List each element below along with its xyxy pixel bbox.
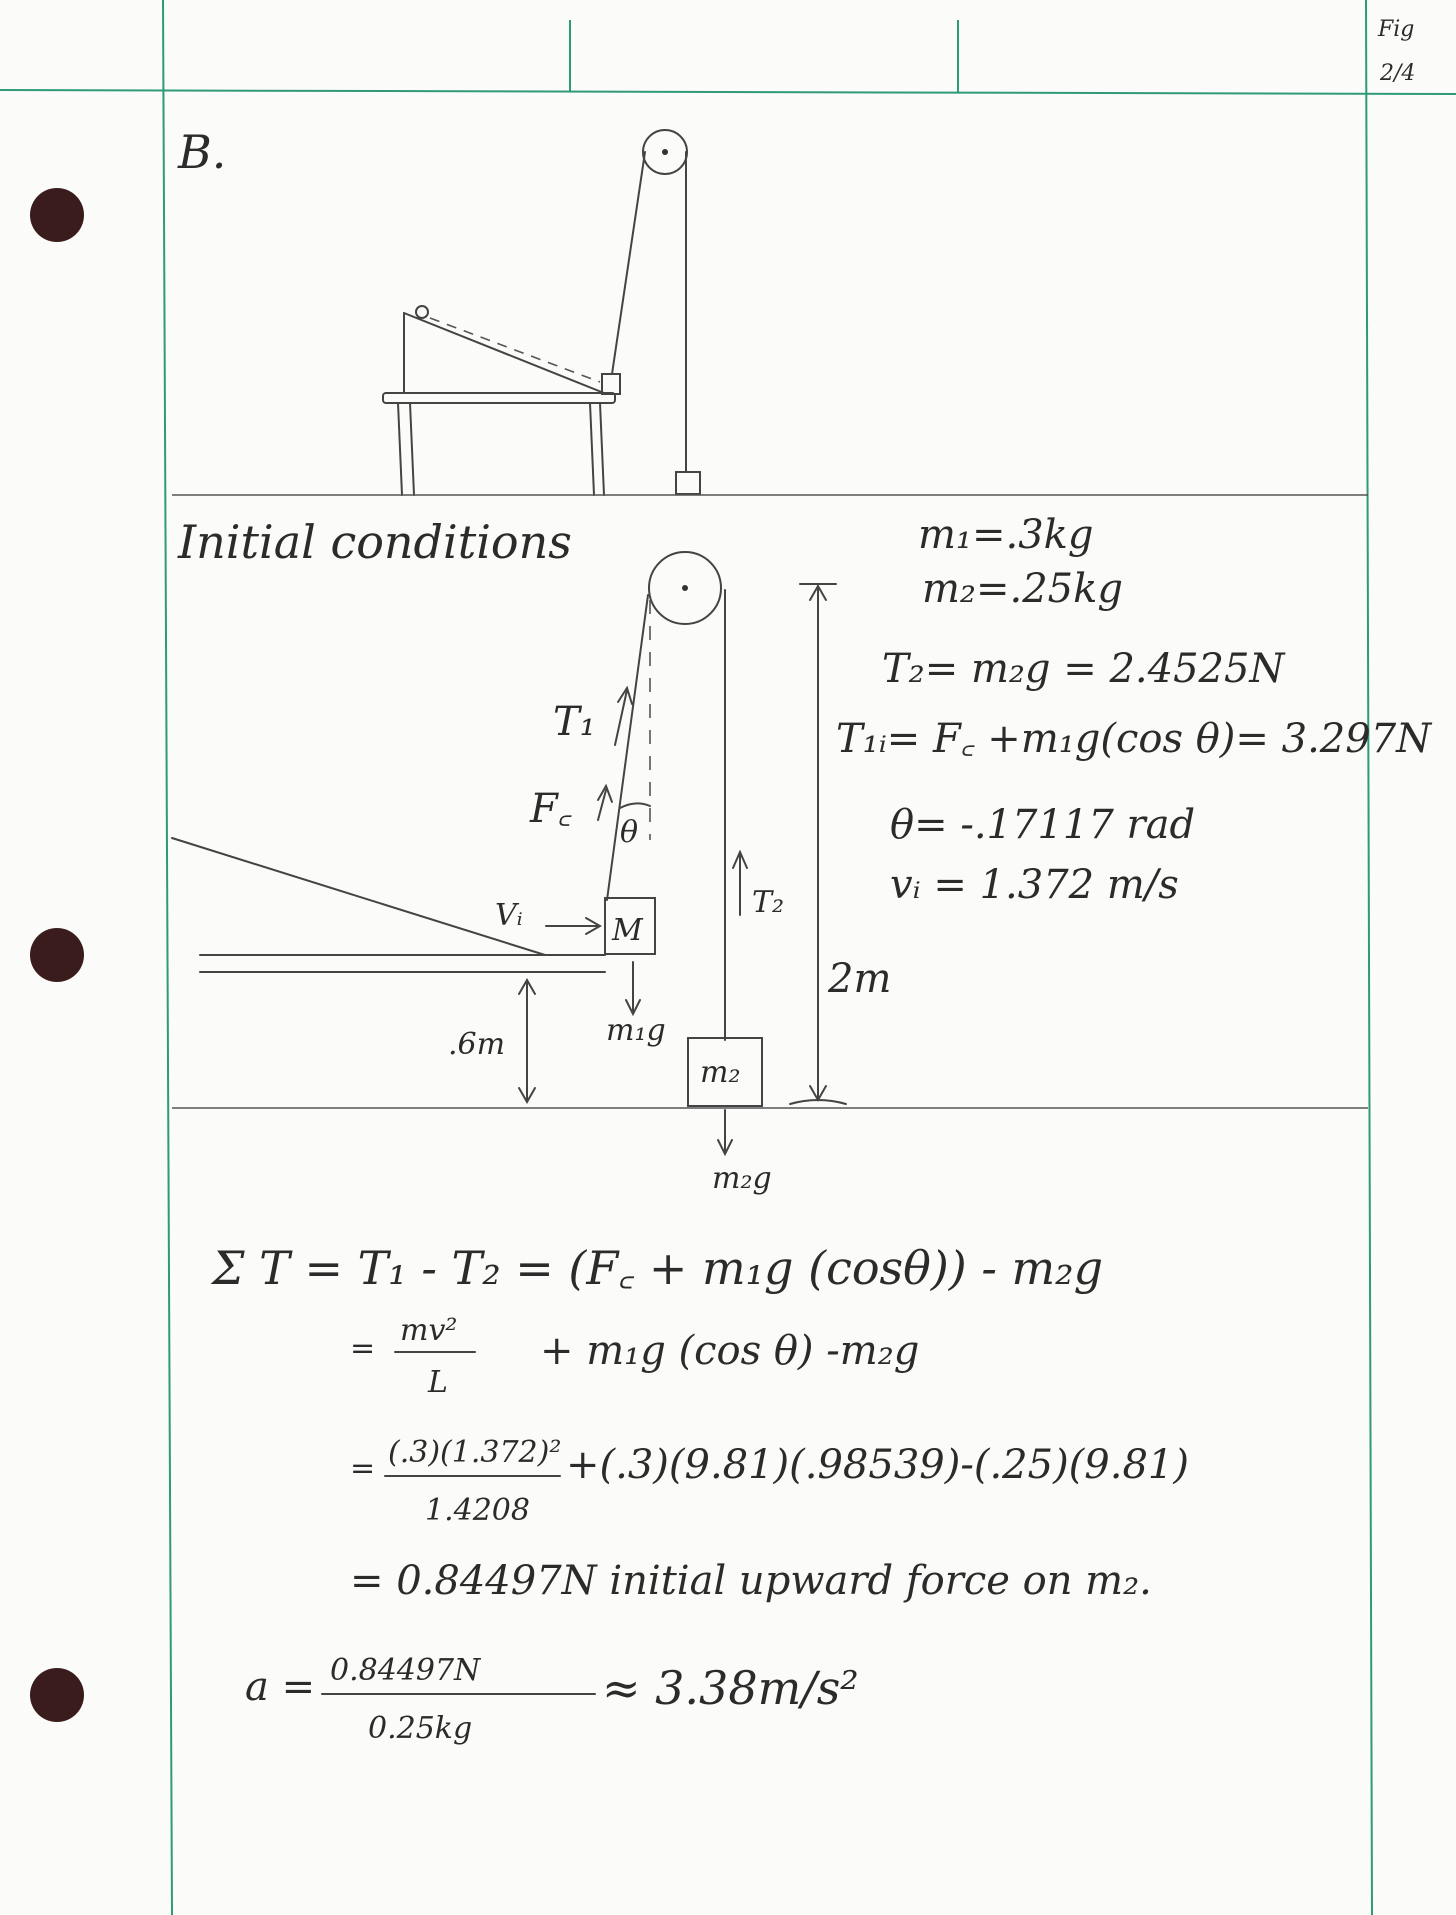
label-t2: T₂ [752, 885, 785, 920]
initial-conditions-heading: Initial conditions [178, 515, 572, 569]
initial-conditions-diagram [172, 552, 1368, 1154]
equation-line-3-rest: +(.3)(9.81)(.98539)-(.25)(9.81) [566, 1442, 1189, 1488]
equation-substitution-numerator: (.3)(1.372)² [388, 1435, 562, 1470]
equation-substitution-denominator: 1.4208 [425, 1493, 530, 1528]
overview-sketch [172, 130, 1368, 495]
given-t1: T₁ᵢ= F꜀ +m₁g(cos θ)= 3.297N [836, 716, 1432, 762]
label-theta: θ [620, 815, 639, 850]
given-vi: vᵢ = 1.372 m/s [890, 862, 1179, 908]
page-tag-number: 2/4 [1380, 61, 1416, 86]
equation-centripetal-denominator: L [428, 1365, 448, 1400]
label-fc: F꜀ [530, 786, 572, 832]
label-pulley-height: 2m [828, 956, 892, 1002]
equation-eq-sign-2: = [350, 1331, 376, 1366]
given-m1: m₁=.3kg [918, 512, 1094, 558]
binder-hole-bottom [30, 1668, 84, 1722]
label-table-height: .6m [448, 1027, 506, 1062]
given-theta: θ= -.17117 rad [890, 802, 1196, 848]
equation-line-2-rest: + m₁g (cos θ) -m₂g [540, 1328, 920, 1374]
binder-hole-top [30, 188, 84, 242]
label-m2: m₂ [700, 1055, 741, 1090]
label-t1: T₁ [553, 699, 596, 745]
equation-accel-prefix: a = [245, 1664, 316, 1710]
label-vi: Vᵢ [495, 898, 523, 933]
label-m2g: m₂g [712, 1161, 772, 1196]
label-m1g: m₁g [606, 1013, 666, 1048]
section-label: B. [178, 125, 227, 179]
equation-accel-result: ≈ 3.38m/s² [602, 1661, 859, 1715]
given-t2: T₂= m₂g = 2.4525N [882, 646, 1285, 692]
binder-hole-middle [30, 928, 84, 982]
equation-result-force: = 0.84497N initial upward force on m₂. [350, 1558, 1152, 1604]
label-m1: M [612, 913, 643, 948]
equation-centripetal-numerator: mv² [400, 1313, 458, 1348]
equation-accel-numerator: 0.84497N [330, 1653, 481, 1688]
equation-eq-sign-3: = [350, 1451, 376, 1486]
page-tag-fig: Fig [1378, 17, 1415, 42]
given-m2: m₂=.25kg [922, 566, 1123, 612]
equation-sum-of-tension: Σ T = T₁ - T₂ = (F꜀ + m₁g (cosθ)) - m₂g [212, 1241, 1104, 1295]
equation-accel-denominator: 0.25kg [368, 1711, 473, 1746]
